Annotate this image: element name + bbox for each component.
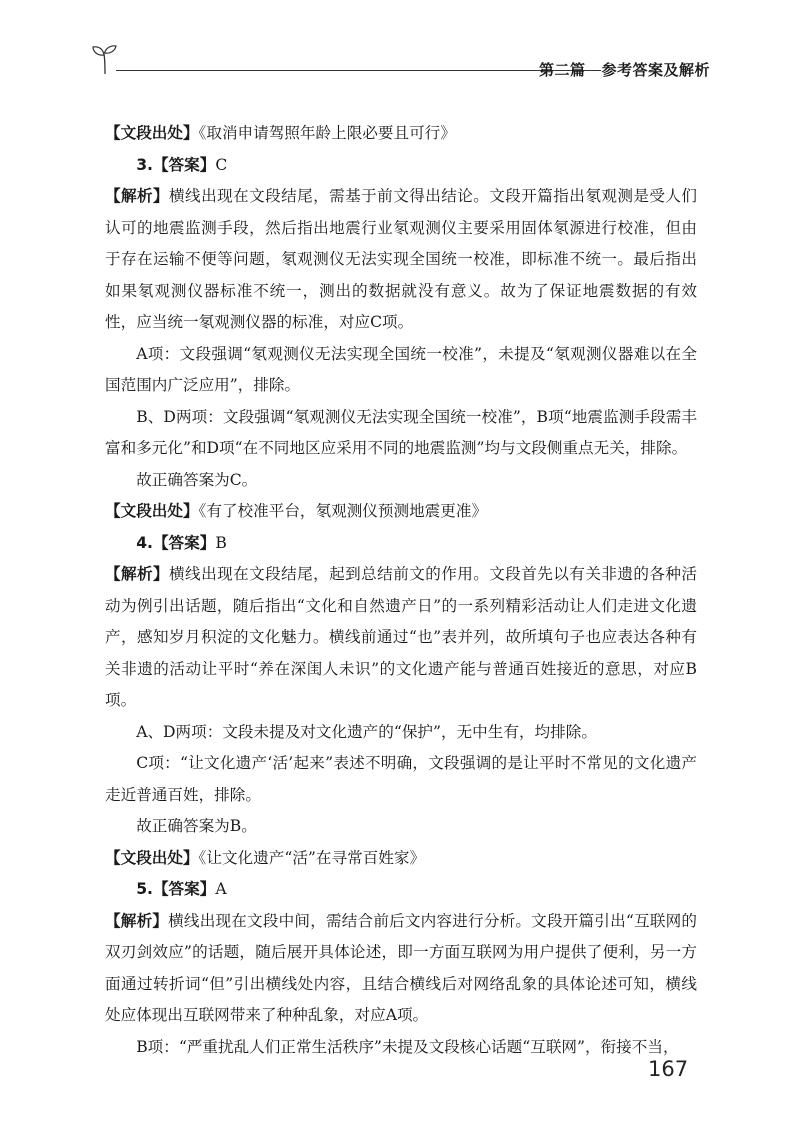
analysis-label: 【解析】 xyxy=(105,911,169,930)
paragraph-text: 横线出现在文段中间，需结合前后文内容进行分析。文段开篇引出“互联网的双刃剑效应”的话题，随后展开具体论述，即一方面互联网为用户提供了便利，另一方面通过转折词“但”引出横线处内容，且结合横线后对网络乱象的具体论述可知，横线处应体现出互联网带来了种种乱象，对应A项。 xyxy=(105,911,697,1024)
page-body xyxy=(105,118,697,1063)
running-header xyxy=(90,40,710,80)
paragraph xyxy=(105,906,697,1032)
source-label: 【文段出处】 xyxy=(105,848,199,867)
paragraph-text: 《让文化遗产“活”在寻常百姓家》 xyxy=(198,848,426,867)
header-section-title: 参考答案及解析 xyxy=(601,61,710,79)
paragraph xyxy=(105,402,697,465)
paragraph-text: 横线出现在文段结尾，起到总结前文的作用。文段首先以有关非遗的各种活动为例引出话题，随后指出“文化和自然遗产日”的一系列精彩活动让人们走进文化遗产，感知岁月积淀的文化魅力。横线前通过“也”表并列，故所填句子也应表达各种有关非遗的活动让平时“养在深闺人未识”的文化遗产能与普通百姓接近的意思，对应B项。 xyxy=(105,565,697,709)
paragraph xyxy=(105,118,697,150)
header-title xyxy=(539,59,710,80)
source-label: 【文段出处】 xyxy=(105,502,199,520)
paragraph-text: 故正确答案为C。 xyxy=(136,470,258,489)
paragraph-text: 《有了校准平台，氡观测仪预测地震更准》 xyxy=(198,502,488,520)
source-label: 【文段出处】 xyxy=(105,124,199,142)
paragraph xyxy=(105,465,697,497)
paragraph-text: 《取消申请驾照年龄上限必要且可行》 xyxy=(198,124,456,142)
paragraph xyxy=(105,496,697,528)
paragraph xyxy=(105,528,697,560)
paragraph xyxy=(105,339,697,402)
paragraph xyxy=(105,559,697,717)
answer-label: 5.【答案】 xyxy=(136,880,216,898)
analysis-label: 【解析】 xyxy=(105,565,170,583)
paragraph-text: A、D两项：文段未提及对文化遗产的“保护”，无中生有，均排除。 xyxy=(136,722,597,741)
paragraph xyxy=(105,181,697,339)
answer-value: A xyxy=(215,880,227,898)
paragraph-text: C项：“让文化遗产‘活’起来”表述不明确，文段强调的是让平时不常见的文化遗产走近普通百姓，排除。 xyxy=(105,754,697,804)
answer-label: 4.【答案】 xyxy=(136,533,216,552)
header-rule xyxy=(116,70,601,71)
answer-value: C xyxy=(215,155,228,174)
paragraph-text: A项：文段强调“氡观测仪无法实现全国统一校准”，未提及“氡观测仪器难以在全国范围内广泛应用”，排除。 xyxy=(105,344,697,394)
sprout-icon xyxy=(90,40,120,80)
paragraph xyxy=(105,717,697,749)
paragraph xyxy=(105,150,697,182)
page-number: 167 xyxy=(648,1057,689,1081)
paragraph-text: B、D两项：文段强调“氡观测仪无法实现全国统一校准”，B项“地震监测手段需丰富和多元化”和D项“在不同地区应采用不同的地震监测”均与文段侧重点无关，排除。 xyxy=(105,407,697,457)
paragraph xyxy=(105,1032,697,1064)
paragraph-text: B项：“严重扰乱人们正常生活秩序”未提及文段核心话题“互联网”，衔接不当， xyxy=(136,1037,679,1056)
paragraph xyxy=(105,874,697,906)
paragraph-text: 故正确答案为B。 xyxy=(136,817,257,835)
paragraph-text: 横线出现在文段结尾，需基于前文得出结论。文段开篇指出氡观测是受人们认可的地震监测手段，然后指出地震行业氡观测仪主要采用固体氡源进行校准，但由于存在运输不便等问题，氡观测仪无法实现全国统一校准，即标准不统一。最后指出如果氡观测仪器标准不统一，测出的数据就没有意义。故为了保证地震数据的有效性，应当统一氡观测仪器的标准，对应C项。 xyxy=(105,187,697,331)
paragraph xyxy=(105,748,697,811)
answer-label: 3.【答案】 xyxy=(136,155,216,174)
header-part: 第二篇 xyxy=(538,61,586,79)
paragraph xyxy=(105,811,697,843)
answer-value: B xyxy=(215,533,227,552)
paragraph xyxy=(105,843,697,875)
analysis-label: 【解析】 xyxy=(105,187,170,205)
